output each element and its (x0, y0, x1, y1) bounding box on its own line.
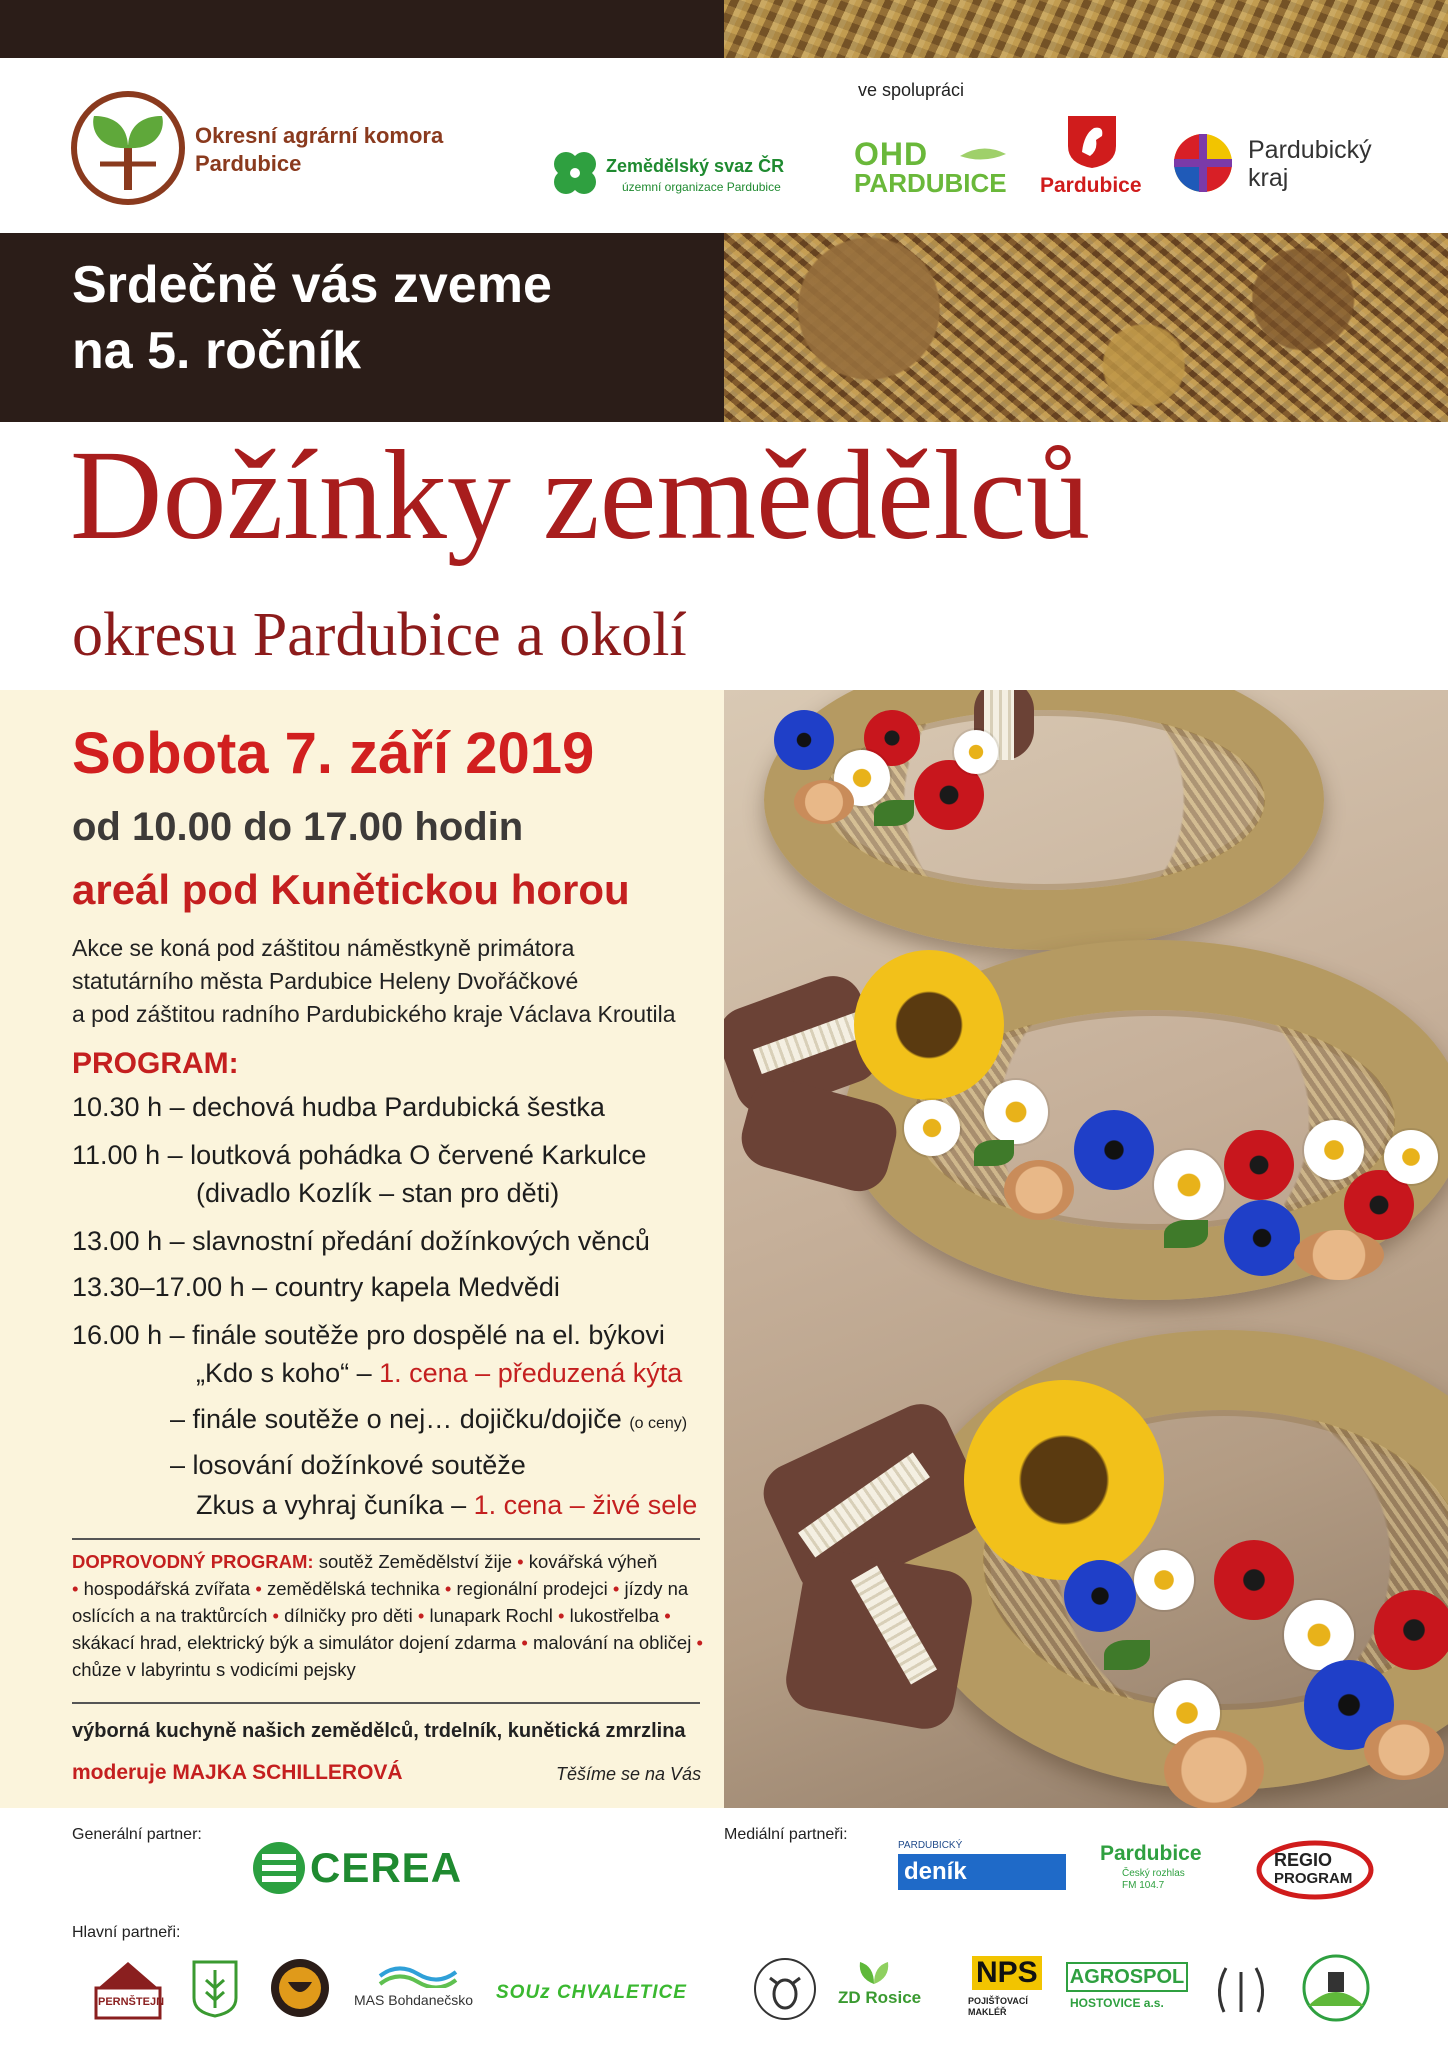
patronage-line: a pod záštitou radního Pardubického kraje Václava Kroutila (72, 1001, 676, 1027)
invite-line2: na 5. ročník (72, 322, 361, 380)
hill-castle-icon (1298, 1954, 1374, 2022)
food-note: výborná kuchyně našich zemědělců, trdelník, kunětická zmrzlina (72, 1720, 686, 1742)
program-item-cont (196, 1358, 682, 1389)
denik-top: PARDUBICKÝ (898, 1840, 963, 1851)
divider (72, 1538, 700, 1540)
side-program-item: soutěž Zemědělství žije (318, 1551, 512, 1572)
ohd-line2: PARDUBICE (854, 168, 1007, 198)
wood-slice (794, 780, 854, 824)
ostretin-logo (752, 1956, 818, 2022)
zemedelsky-svaz-logo (548, 148, 828, 198)
kuneticka-hora-logo (1298, 1954, 1374, 2022)
castle-icon (90, 1958, 166, 2022)
wood-slice (1004, 1160, 1074, 1220)
wreath-detail-photo (724, 233, 1448, 422)
organizer-name (195, 122, 443, 178)
bull-head-icon (268, 1956, 332, 2020)
cornflower (1064, 1560, 1136, 1632)
side-program-item: zemědělská technika (266, 1578, 440, 1599)
regio-program-logo (1256, 1840, 1374, 1900)
program-time: 10.30 h (72, 1092, 163, 1122)
zemedelsky-svaz-name: Zemědělský svaz ČR (606, 156, 785, 176)
cerea-emblem-icon (250, 1840, 308, 1896)
side-program-item: jízdy na oslících a na traktůrcích (72, 1578, 689, 1626)
program-item: 13.30–17.00 h – country kapela Medvědi (72, 1272, 560, 1302)
side-program-item: chůze v labyrintu s vodicími pejsky (72, 1659, 356, 1680)
radio-pardubice-logo (1100, 1842, 1240, 1898)
mas-name: MAS Bohdanečsko (354, 1992, 474, 2008)
side-program-item: dílničky pro děti (284, 1605, 413, 1626)
side-program-item: malování na obličej (532, 1632, 692, 1653)
event-time: od 10.00 do 17.00 hodin (72, 805, 524, 849)
nps-name: NPS (972, 1956, 1042, 1990)
side-program-item: skákací hrad, elektrický býk a simulátor dojení zdarma (72, 1632, 517, 1653)
pernstejn-name: PERNŠTEJN (98, 1996, 165, 2008)
program-cont-text: Zkus a vyhraj čuníka – (196, 1490, 467, 1520)
program-item-cont: (divadlo Kozlík – stan pro děti) (196, 1178, 560, 1208)
pernstejn-logo (90, 1958, 166, 2022)
invite-text (72, 252, 552, 384)
wood-slice (1364, 1720, 1444, 1780)
daisy (1304, 1120, 1364, 1180)
denik-logo (898, 1840, 1068, 1896)
pardubice-city-logo (1036, 112, 1146, 202)
wood-slice (1294, 1230, 1384, 1280)
poppy (1224, 1130, 1294, 1200)
program-item: 11.00 h – loutková pohádka O červené Karkulce (72, 1140, 647, 1170)
sunflower (854, 950, 1004, 1100)
ohd-line1: OHD (854, 136, 929, 172)
program-prize: 1. cena – předuzená kýta (379, 1358, 683, 1388)
closing-note: Těšíme se na Vás (556, 1764, 702, 1784)
program-extra-cont (196, 1490, 697, 1521)
daisy (1384, 1130, 1438, 1184)
program-item: 16.00 h – finále soutěže pro dospělé na el. býkovi (72, 1320, 665, 1350)
leaf (1104, 1640, 1150, 1670)
program-time: 16.00 h (72, 1320, 163, 1350)
program-text: country kapela Medvědi (274, 1272, 560, 1302)
media-partners-label: Mediální partneři: (724, 1826, 848, 1843)
daisy (904, 1100, 960, 1156)
program-text: dechová hudba Pardubická šestka (192, 1092, 605, 1122)
leaf (874, 800, 914, 826)
daisy (1134, 1550, 1194, 1610)
event-place: areál pod Kunětickou horou (72, 866, 630, 913)
program-extra-text: losování dožínkové soutěže (192, 1450, 526, 1480)
program-item: 13.00 h – slavnostní předání dožínkových věnců (72, 1226, 650, 1256)
mas-bohdanecsko-logo (354, 1962, 484, 2012)
zd-name: ZD Rosice (838, 1988, 922, 2007)
wheat-icon (958, 144, 1008, 166)
program-text: slavnostní předání dožínkových věnců (192, 1226, 650, 1256)
ohd-logo (852, 136, 1012, 200)
souz-chvaletice-logo (496, 1982, 728, 2008)
patronage-line: Akce se koná pod záštitou náměstkyně primátora (72, 935, 575, 961)
patronage-line: statutárního města Pardubice Heleny Dvořáčkové (72, 968, 579, 994)
daisy (984, 1080, 1048, 1144)
region-line1: Pardubický (1248, 136, 1372, 164)
program-text: loutková pohádka O červené Karkulce (190, 1140, 647, 1170)
zd-rosice-logo (838, 1958, 942, 2018)
side-program-item: kovářská výheň (528, 1551, 658, 1572)
program-heading: PROGRAM: (72, 1047, 239, 1080)
wood-slice (1164, 1730, 1264, 1808)
cooperation-label: ve spolupráci (858, 80, 965, 100)
top-grain-photo (724, 0, 1448, 58)
side-program: DOPROVODNÝ PROGRAM: soutěž Zemědělství žije • kovářská výheň • hospodářská zvířata • zemědělská technika • regionální prodejci • jízdy na oslících a na traktůrcích • dílničky pro děti • lunapark Rochl • lukostřelba • skákací hrad, elektrický býk a simulátor dojení zdarma • malování na obličej • chůze v labyrintu s vodicími pejsky (72, 1551, 703, 1680)
pardubicky-kraj-logo (1172, 130, 1392, 200)
region-line2: kraj (1248, 164, 1289, 192)
agrospol-logo (1066, 1962, 1190, 2018)
radio-name: Pardubice (1100, 1842, 1202, 1865)
partner-logo-green (190, 1958, 240, 2018)
program-prize: 1. cena – živé sele (473, 1490, 698, 1520)
program-time: 11.00 h (72, 1140, 161, 1170)
page-title: Dožínky zemědělců (70, 424, 1090, 566)
side-program-item: regionální prodejci (456, 1578, 608, 1599)
program-item: 10.30 h – dechová hudba Pardubická šestka (72, 1092, 605, 1122)
clover-icon (548, 148, 602, 198)
wave-icon (378, 1962, 458, 1988)
regio-line2: PROGRAM (1274, 1870, 1353, 1887)
cornflower (1074, 1110, 1154, 1190)
cerea-logo (250, 1838, 490, 1898)
program-extra-text: finále soutěže o nej… dojičku/dojiče (192, 1404, 622, 1434)
radio-sub1: Český rozhlas (1122, 1868, 1185, 1879)
agrospol-name: AGROSPOL (1066, 1962, 1188, 1992)
leaf (974, 1140, 1014, 1166)
sunflower (964, 1380, 1164, 1580)
divider (72, 1702, 700, 1704)
nps-sub: POJIŠŤOVACÍ MAKLÉŘ (968, 1996, 1028, 2017)
organizer-line2: Pardubice (195, 151, 302, 176)
program-text: finále soutěže pro dospělé na el. býkovi (192, 1320, 665, 1350)
poppy (1374, 1590, 1448, 1670)
organizer-line1: Okresní agrární komora (195, 123, 444, 148)
program-extra: – finále soutěže o nej… dojičku/dojiče (o ceny) (170, 1404, 688, 1434)
page-subtitle: okresu Pardubice a okolí (72, 601, 687, 669)
event-date: Sobota 7. září 2019 (72, 721, 595, 786)
program-extra-note: (o ceny) (629, 1415, 688, 1432)
pardubice-city-name: Pardubice (1040, 174, 1142, 197)
wreath (764, 690, 1324, 950)
side-program-item: lukostřelba (569, 1605, 660, 1626)
program-cont-text: „Kdo s koho“ – (196, 1358, 372, 1388)
souz-name: SOUz CHVALETICE (496, 1982, 687, 2003)
daisy (1154, 1150, 1224, 1220)
leaf (1164, 1220, 1208, 1248)
cow-head-icon (752, 1956, 818, 2022)
wheat-wreath-icon (1210, 1956, 1272, 2022)
poppy (1214, 1540, 1294, 1620)
daisy (954, 730, 998, 774)
organizer-logo (70, 90, 186, 206)
wheat-shield-icon (190, 1958, 240, 2018)
regio-line1: REGIO (1274, 1850, 1333, 1870)
cornflower (774, 710, 834, 770)
program-extra: – losování dožínkové soutěže (170, 1450, 526, 1480)
side-program-item: lunapark Rochl (429, 1605, 553, 1626)
agrodruzstvo-logo (268, 1956, 332, 2020)
cerea-name: CEREA (310, 1844, 463, 1891)
patronage-text (72, 932, 675, 1031)
nps-logo (968, 1956, 1048, 2022)
moderator: moderuje MAJKA SCHILLEROVÁ (72, 1761, 403, 1784)
side-program-label: DOPROVODNÝ PROGRAM: (72, 1551, 314, 1572)
cornflower (1224, 1200, 1300, 1276)
radio-sub2: FM 104.7 (1122, 1880, 1165, 1891)
program-time: 13.00 h (72, 1226, 163, 1256)
main-partners-label: Hlavní partneři: (72, 1924, 181, 1941)
program-time: 13.30–17.00 h (72, 1272, 245, 1302)
chvalet-logo (1210, 1956, 1272, 2022)
general-partner-label: Generální partner: (72, 1826, 202, 1843)
side-program-item: hospodářská zvířata (83, 1578, 251, 1599)
wreaths-photo (724, 690, 1448, 1808)
sprout-icon (70, 90, 186, 206)
agrospol-sub: HOSTOVICE a.s. (1070, 1996, 1164, 2010)
region-cross-icon (1172, 132, 1234, 194)
invite-line1: Srdečně vás zveme (72, 256, 552, 314)
zemedelsky-svaz-sub: územní organizace Pardubice (622, 180, 781, 194)
denik-name: deník (898, 1854, 1066, 1890)
top-dark-bar (0, 0, 724, 58)
horse-crest-icon (1064, 112, 1120, 170)
leaf-sprout-icon (854, 1958, 894, 1986)
